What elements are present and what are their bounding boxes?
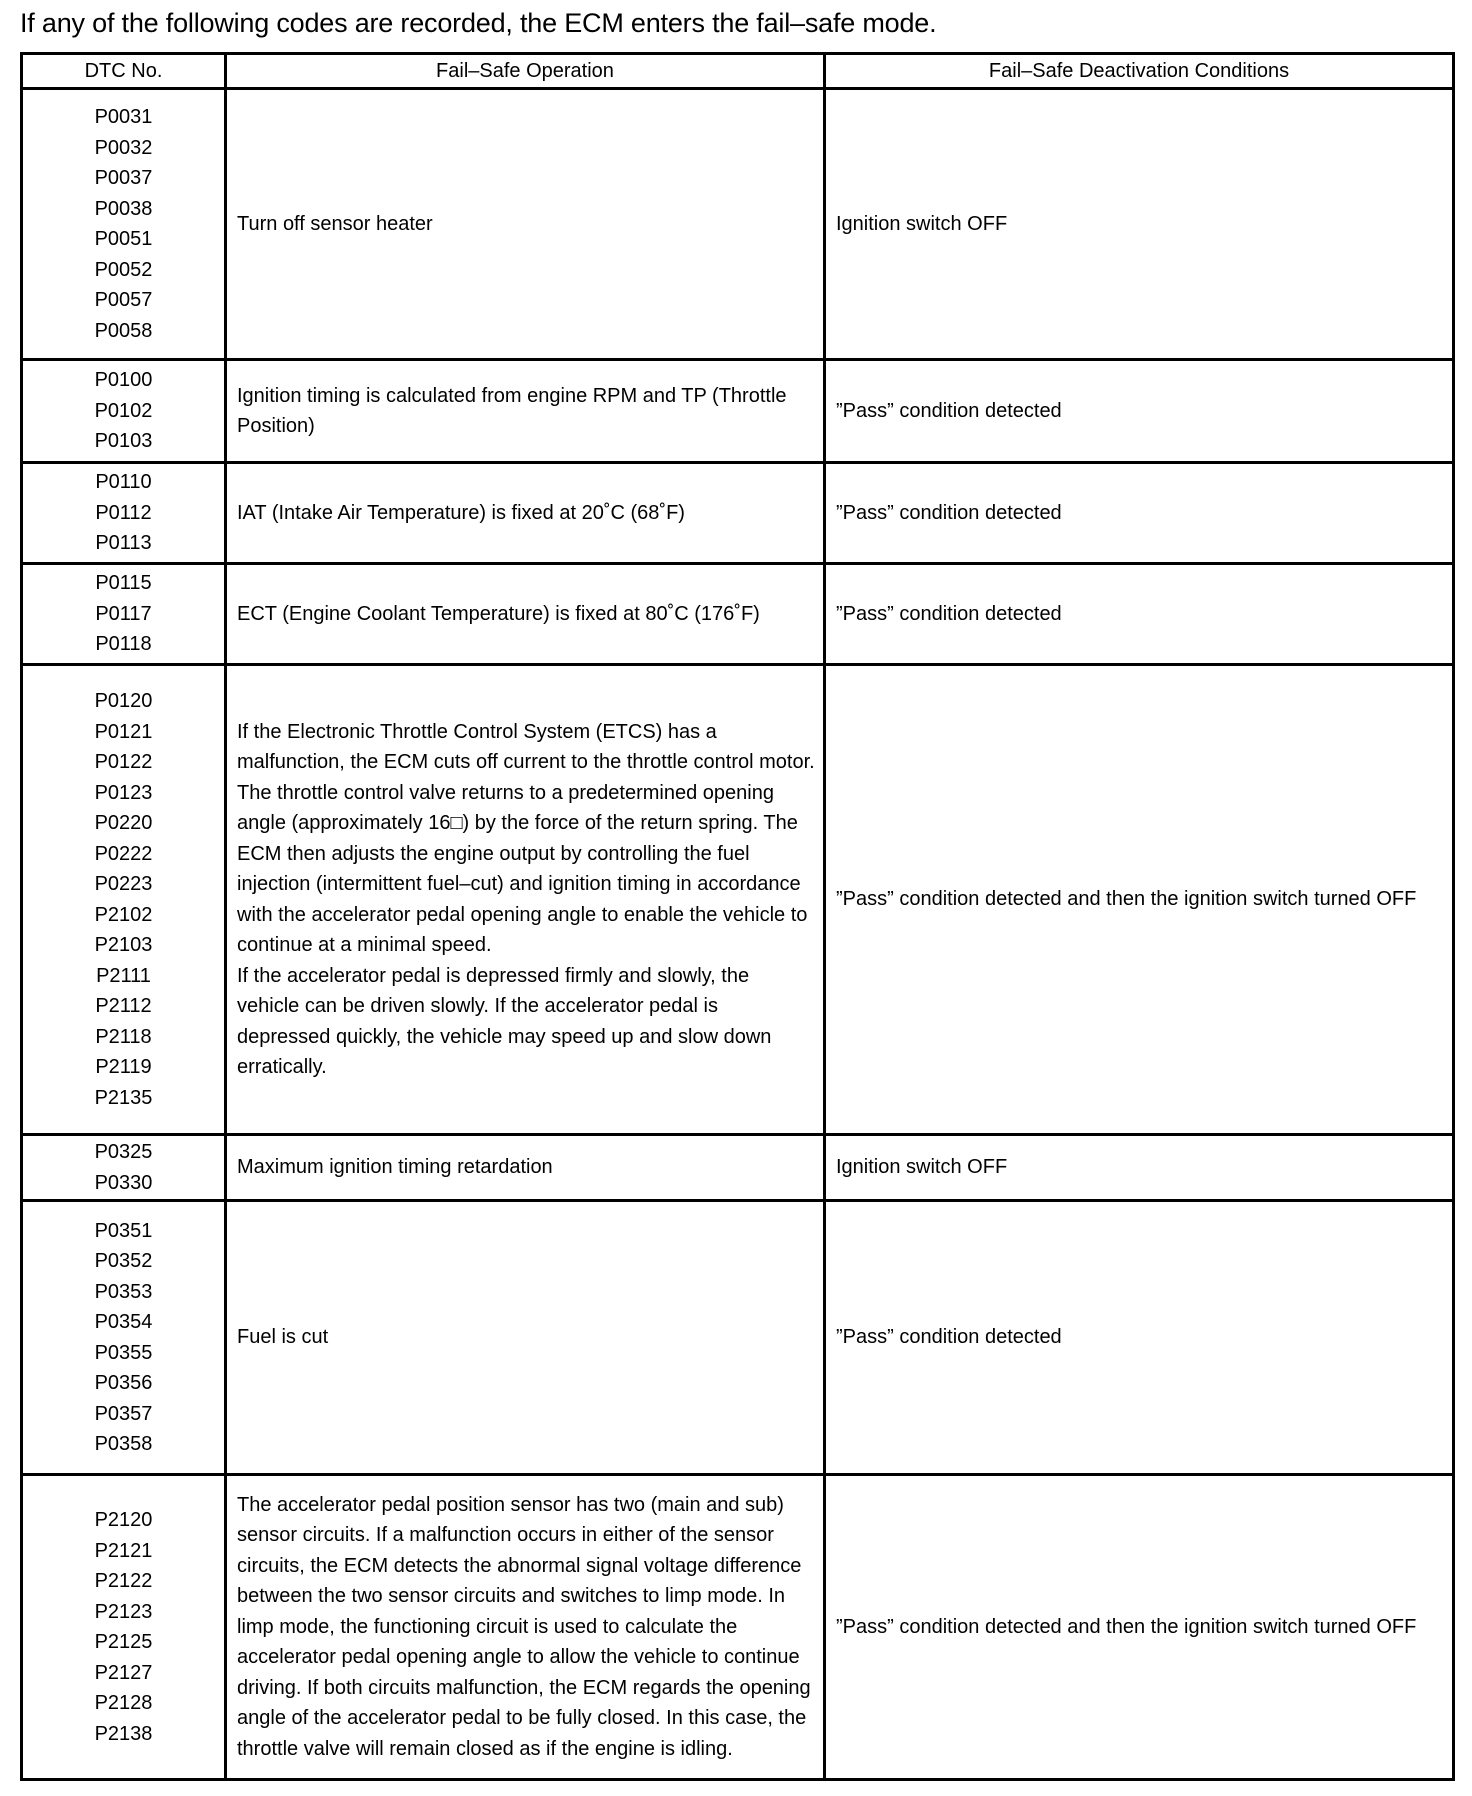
dtc-code: P0358 bbox=[94, 1433, 153, 1455]
dtc-code: P0123 bbox=[94, 781, 153, 804]
dtc-code: P0353 bbox=[94, 1280, 153, 1303]
deactivation-condition-cell: Ignition switch OFF bbox=[825, 1135, 1454, 1201]
dtc-code: P0356 bbox=[94, 1372, 153, 1394]
dtc-code-cell bbox=[22, 1135, 226, 1201]
dtc-code: P0121 bbox=[94, 720, 153, 743]
deactivation-condition-cell: ”Pass” condition detected and then the ignition switch turned OFF bbox=[825, 665, 1454, 1135]
header-fail-safe-operation: Fail–Safe Operation bbox=[226, 54, 825, 89]
dtc-code: P0355 bbox=[94, 1341, 153, 1364]
deactivation-condition-cell: ”Pass” condition detected bbox=[825, 1201, 1454, 1475]
fail-safe-operation-cell bbox=[226, 665, 825, 1135]
dtc-code: P2127 bbox=[94, 1661, 153, 1684]
dtc-code: P0113 bbox=[95, 532, 152, 555]
dtc-code: P2120 bbox=[94, 1509, 153, 1531]
dtc-code: P0052 bbox=[94, 258, 153, 281]
dtc-code: P0102 bbox=[94, 399, 153, 422]
dtc-code: P2102 bbox=[94, 903, 153, 926]
fail-safe-operation-cell: The accelerator pedal position sensor has two (main and sub) sensor circuits. If a malfunction occurs in either of the sensor circuits, the ECM detects the abnormal signal voltage difference between the two sensor circuits and switches to limp mode. In limp mode, the functioning circuit is used to calculate the accelerator pedal opening angle to allow the vehicle to continue driving. If both circuits malfunction, the ECM regards the opening angle of the accelerator pedal to be fully closed. In this case, the throttle valve will remain closed as if the engine is idling. bbox=[226, 1475, 825, 1780]
dtc-code: P0031 bbox=[94, 106, 153, 128]
dtc-code-cell bbox=[22, 1201, 226, 1475]
deactivation-condition-cell: Ignition switch OFF bbox=[825, 89, 1454, 360]
dtc-code-list bbox=[23, 365, 224, 457]
dtc-code-list bbox=[23, 568, 224, 660]
dtc-code-cell bbox=[22, 1475, 226, 1780]
operation-paragraph: If the Electronic Throttle Control System (ETCS) has a malfunction, the ECM cuts off current to the throttle control motor. The throttle control valve returns to a predetermined opening angle (approximately 16□) by the force of the return spring. The ECM then adjusts the engine output by controlling the fuel injection (intermittent fuel–cut) and ignition timing in accordance with the accelerator pedal opening angle to enable the vehicle to continue at a minimal speed. bbox=[237, 720, 815, 956]
dtc-code-list bbox=[23, 102, 224, 346]
dtc-code: P2121 bbox=[94, 1539, 153, 1562]
dtc-code-cell bbox=[22, 463, 226, 564]
table-row bbox=[22, 1135, 1454, 1201]
dtc-code: P2112 bbox=[95, 995, 152, 1017]
header-dtc-no: DTC No. bbox=[22, 54, 226, 89]
table-row bbox=[22, 463, 1454, 564]
dtc-code-cell bbox=[22, 665, 226, 1135]
table-row bbox=[22, 360, 1454, 463]
dtc-code: P0051 bbox=[94, 228, 153, 250]
dtc-code: P0058 bbox=[94, 319, 153, 342]
dtc-code: P0110 bbox=[95, 471, 152, 494]
fail-safe-operation-cell: Fuel is cut bbox=[226, 1201, 825, 1475]
dtc-code: P2123 bbox=[94, 1600, 153, 1623]
fail-safe-operation-cell: IAT (Intake Air Temperature) is fixed at 20˚C (68˚F) bbox=[226, 463, 825, 564]
dtc-code: P2135 bbox=[94, 1086, 153, 1109]
fail-safe-operation-cell: Turn off sensor heater bbox=[226, 89, 825, 360]
table-row bbox=[22, 665, 1454, 1135]
dtc-code: P0352 bbox=[94, 1250, 153, 1272]
dtc-code: P0100 bbox=[94, 369, 153, 392]
dtc-code: P0351 bbox=[94, 1219, 153, 1242]
dtc-code: P0357 bbox=[94, 1402, 153, 1425]
fail-safe-operation-cell: Maximum ignition timing retardation bbox=[226, 1135, 825, 1201]
dtc-code: P0103 bbox=[94, 430, 153, 453]
dtc-code: P0037 bbox=[94, 167, 153, 189]
dtc-code-list bbox=[23, 1216, 224, 1460]
dtc-code-cell bbox=[22, 89, 226, 360]
dtc-code: P0115 bbox=[95, 572, 152, 595]
dtc-code: P2138 bbox=[94, 1722, 153, 1745]
dtc-code: P2122 bbox=[94, 1570, 153, 1592]
dtc-code: P0057 bbox=[94, 289, 153, 311]
deactivation-condition-cell: ”Pass” condition detected and then the ignition switch turned OFF bbox=[825, 1475, 1454, 1780]
intro-text: If any of the following codes are recorded, the ECM enters the fail–safe mode. bbox=[20, 8, 937, 38]
dtc-code: P2118 bbox=[95, 1025, 152, 1048]
dtc-code: P0222 bbox=[94, 842, 153, 865]
fail-safe-table bbox=[20, 52, 1455, 1781]
dtc-code: P0220 bbox=[94, 812, 153, 834]
dtc-code: P2111 bbox=[96, 964, 151, 987]
dtc-code-list bbox=[23, 1137, 224, 1198]
header-deactivation-conditions: Fail–Safe Deactivation Conditions bbox=[825, 54, 1454, 89]
dtc-code: P0223 bbox=[94, 873, 153, 895]
deactivation-condition-cell: ”Pass” condition detected bbox=[825, 564, 1454, 665]
dtc-code-cell bbox=[22, 564, 226, 665]
dtc-code: P0112 bbox=[95, 501, 152, 524]
fail-safe-operation-cell: Ignition timing is calculated from engine RPM and TP (Throttle Position) bbox=[226, 360, 825, 463]
dtc-code: P0032 bbox=[94, 136, 153, 159]
dtc-code: P0038 bbox=[94, 197, 153, 220]
dtc-code: P0354 bbox=[94, 1311, 153, 1333]
dtc-code-list bbox=[23, 686, 224, 1113]
dtc-code: P0122 bbox=[94, 751, 153, 773]
dtc-code: P2125 bbox=[94, 1631, 153, 1653]
dtc-code: P0325 bbox=[94, 1141, 153, 1163]
deactivation-condition-cell: ”Pass” condition detected bbox=[825, 360, 1454, 463]
fail-safe-operation-cell: ECT (Engine Coolant Temperature) is fixed at 80˚C (176˚F) bbox=[226, 564, 825, 665]
dtc-code: P0117 bbox=[95, 602, 152, 625]
dtc-code: P0120 bbox=[94, 690, 153, 712]
dtc-code-cell bbox=[22, 360, 226, 463]
dtc-code-list bbox=[23, 1505, 224, 1749]
table-row bbox=[22, 1475, 1454, 1780]
operation-paragraph: If the accelerator pedal is depressed firmly and slowly, the vehicle can be driven slowly. If the accelerator pedal is depressed quickly, the vehicle may speed up and slow down erratically. bbox=[237, 964, 772, 1078]
dtc-code: P2119 bbox=[95, 1056, 152, 1078]
table-row bbox=[22, 89, 1454, 360]
dtc-code-list bbox=[23, 467, 224, 559]
dtc-code: P2103 bbox=[94, 934, 153, 956]
dtc-code: P0118 bbox=[95, 633, 152, 656]
table-row bbox=[22, 1201, 1454, 1475]
dtc-code: P0330 bbox=[94, 1171, 153, 1194]
deactivation-condition-cell: ”Pass” condition detected bbox=[825, 463, 1454, 564]
dtc-code: P2128 bbox=[94, 1692, 153, 1714]
table-row bbox=[22, 564, 1454, 665]
table-header-row bbox=[22, 54, 1454, 89]
